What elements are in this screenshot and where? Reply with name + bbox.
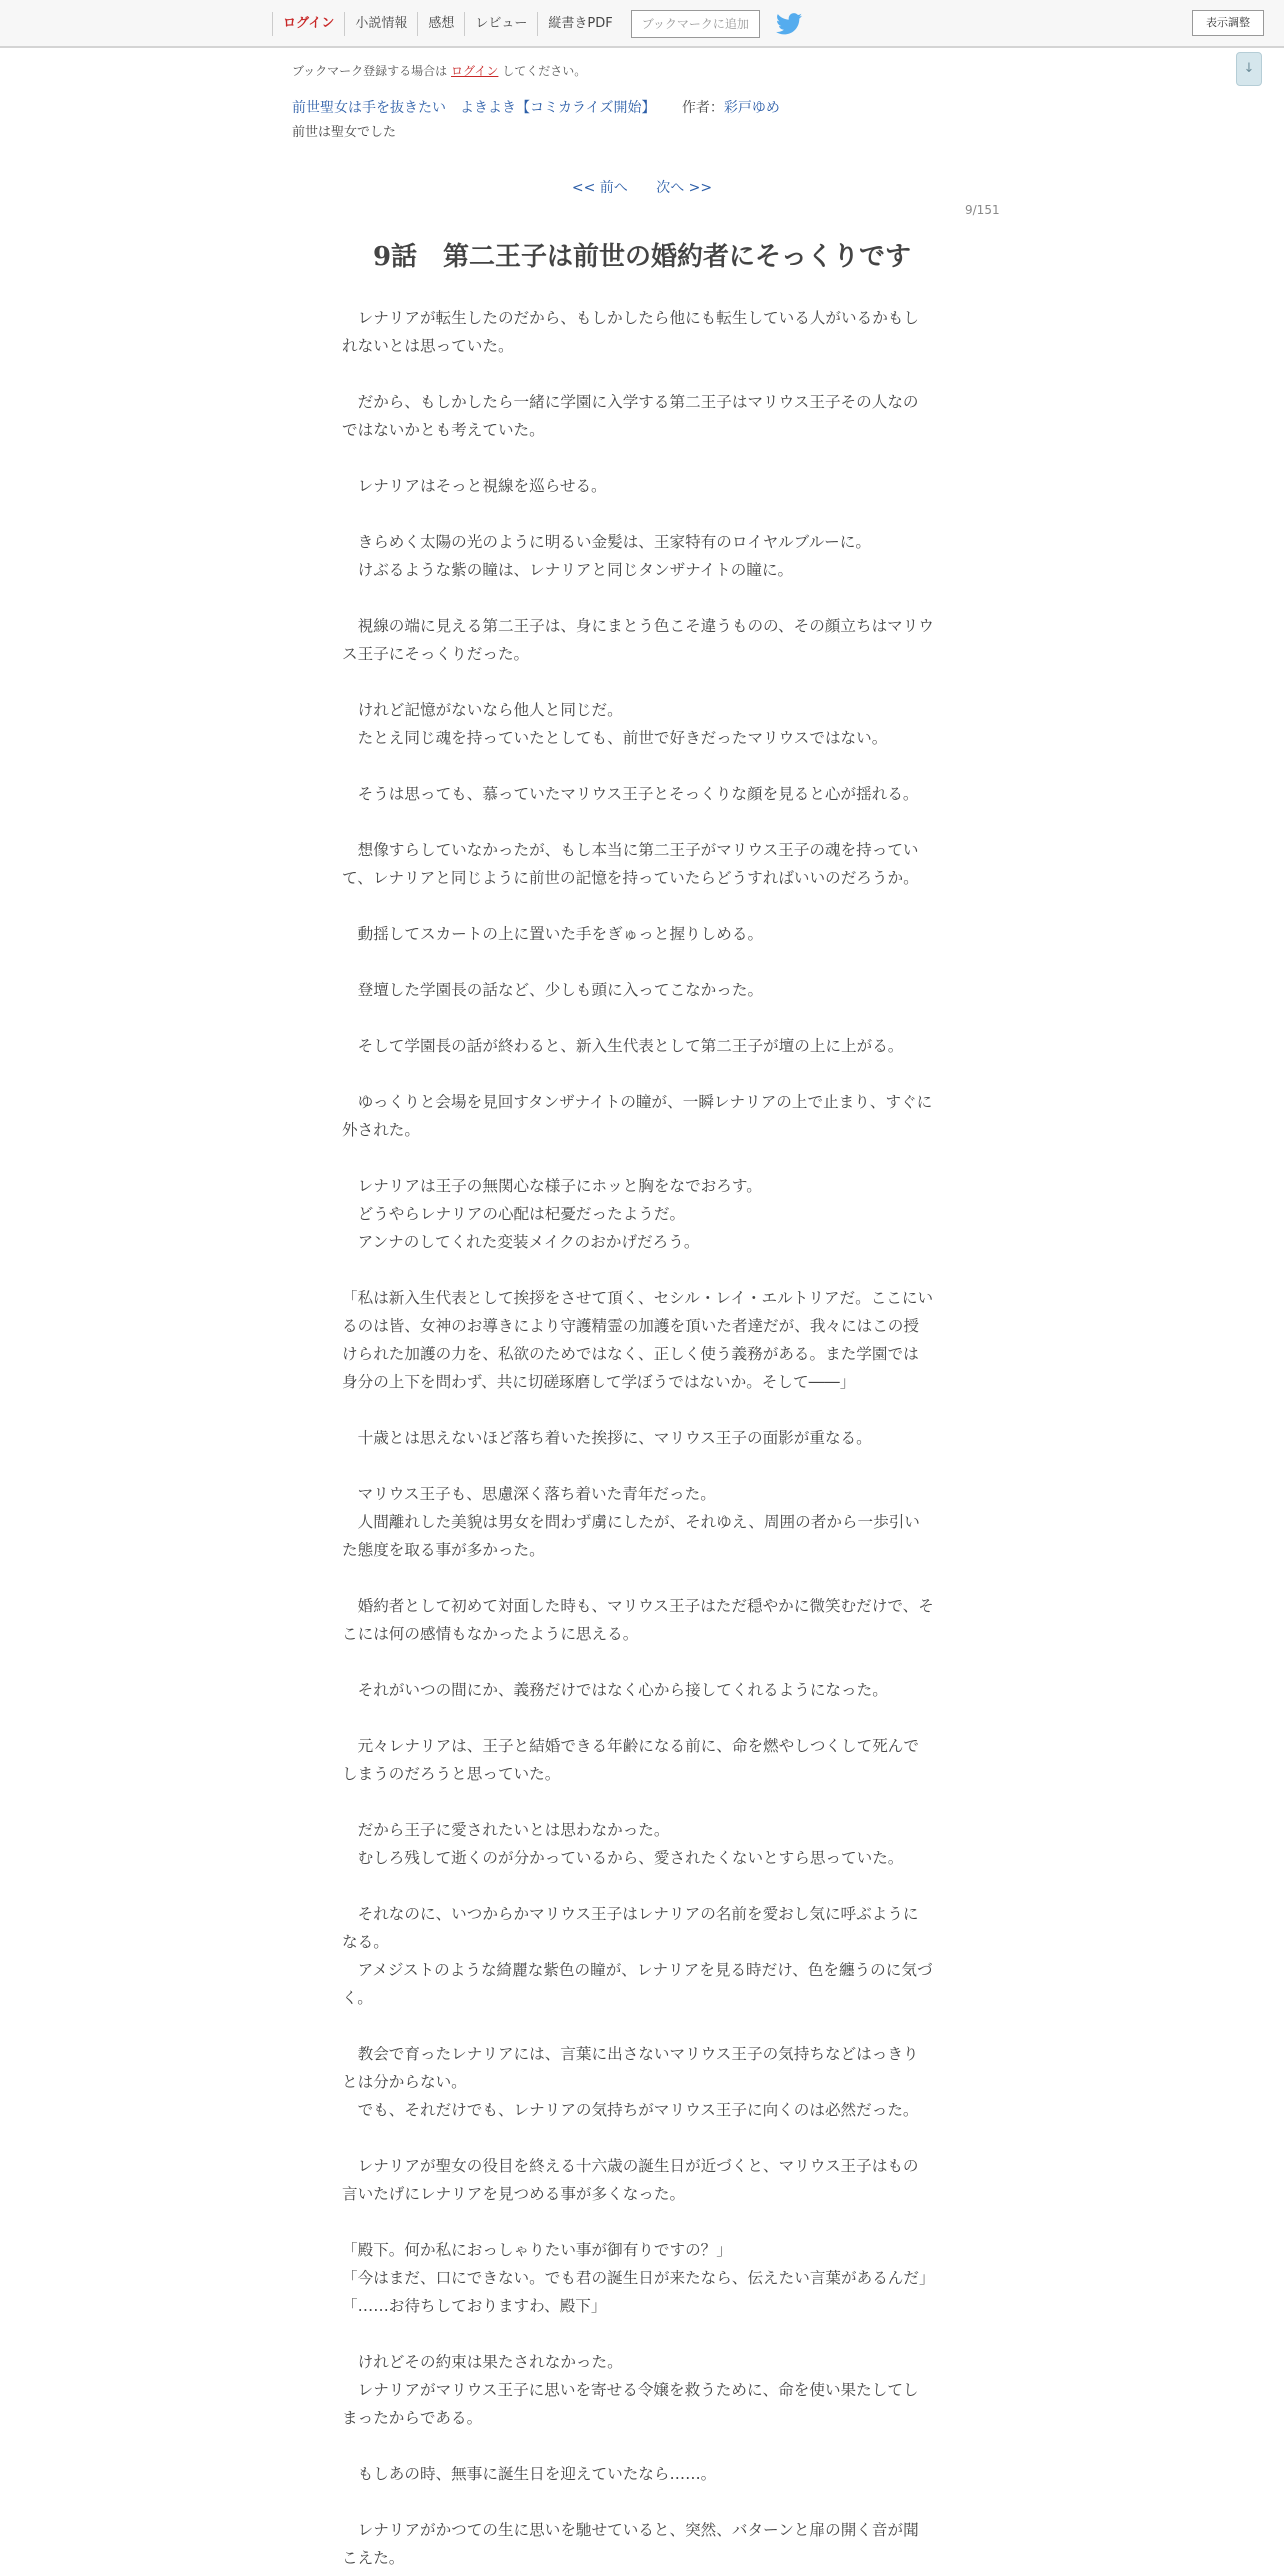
author-label: 作者：: [681, 100, 724, 116]
body-paragraph: [342, 808, 934, 836]
notice-prefix: ブックマーク登録する場合は: [292, 64, 448, 78]
twitter-icon[interactable]: [776, 13, 802, 35]
episode-title: 9話 第二王子は前世の婚約者にそっくりです: [372, 242, 912, 272]
novel-title-link[interactable]: 前世聖女は手を抜きたい よきよき【コミカライズ開始】: [292, 100, 656, 116]
body-paragraph: [342, 892, 934, 920]
body-paragraph: [342, 1452, 934, 1480]
body-paragraph: [342, 668, 934, 696]
body-paragraph: [342, 2012, 934, 2040]
notice-suffix: してください。: [502, 64, 587, 78]
display-adjust-button[interactable]: 表示調整: [1192, 10, 1264, 36]
body-paragraph: むしろ残して逝くのが分かっているから、愛されたくないとすら思っていた。: [342, 1849, 904, 1867]
body-paragraph: [342, 752, 934, 780]
scroll-down-icon[interactable]: ↓: [1236, 52, 1262, 86]
add-bookmark-button[interactable]: ブックマークに追加: [631, 10, 760, 38]
body-paragraph: ゆっくりと会場を見回すタンザナイトの瞳が、一瞬レナリアの上で止まり、すぐに外された。: [342, 1093, 933, 1139]
body-paragraph: [342, 2208, 934, 2236]
top-bar: [0, 0, 1284, 48]
nav-login-link[interactable]: ログイン: [272, 12, 344, 36]
body-paragraph: そして学園長の話が終わると、新入生代表として第二王子が壇の上に上がる。: [342, 1037, 904, 1055]
body-paragraph: レナリアがかつての生に思いを馳せていると、突然、バターンと扉の開く音が聞こえた。: [342, 2521, 919, 2567]
body-paragraph: [342, 1144, 934, 1172]
body-paragraph: アメジストのような綺麗な紫色の瞳が、レナリアを見る時だけ、色を纏うのに気づく。: [342, 1961, 933, 2007]
body-paragraph: けぶるような紫の瞳は、レナリアと同じタンザナイトの瞳に。: [342, 561, 794, 579]
body-paragraph: 「今はまだ、口にできない。でも君の誕生日が来たなら、伝えたい言葉があるんだ」: [342, 2269, 935, 2287]
body-paragraph: そうは思っても、慕っていたマリウス王子とそっくりな顔を見ると心が揺れる。: [342, 785, 919, 803]
nav-impressions-link[interactable]: 感想: [417, 12, 464, 36]
body-paragraph: [342, 1564, 934, 1592]
body-paragraph: 十歳とは思えないほど落ち着いた挨拶に、マリウス王子の面影が重なる。: [342, 1429, 872, 1447]
nav-vertical-pdf-link[interactable]: 縦書きPDF: [537, 12, 622, 36]
body-paragraph: どうやらレナリアの心配は杞憂だったようだ。: [342, 1205, 686, 1223]
body-paragraph: 視線の端に見える第二王子は、身にまとう色こそ違うものの、その顔立ちはマリウス王子にそっくりだった。: [342, 617, 934, 663]
top-navigation: [272, 8, 802, 40]
body-paragraph: 動揺してスカートの上に置いた手をぎゅっと握りしめる。: [342, 925, 764, 943]
body-paragraph: 「私は新入生代表として挨拶をさせて頂く、セシル・レイ・エルトリアだ。ここにいるのは皆、女神のお導きにより守護精霊の加護を頂いた者達だが、我々にはこの授けられた加護の力を、私欲のためではなく、正しく使う義務がある。また学園では身分の上下を問わず、共に切磋琢磨して学ぼうではないか。そして――」: [342, 1289, 934, 1391]
body-paragraph: [342, 1648, 934, 1676]
body-paragraph: [342, 1396, 934, 1424]
body-paragraph: [342, 2432, 934, 2460]
chapter-group-title: 前世は聖女でした: [292, 125, 397, 140]
body-paragraph: レナリアは王子の無関心な様子にホッと胸をなでおろす。: [342, 1177, 762, 1195]
body-paragraph: [342, 360, 934, 388]
body-paragraph: 教会で育ったレナリアには、言葉に出さないマリウス王子の気持ちなどはっきりとは分からない。: [342, 2045, 919, 2091]
login-notice: [292, 62, 586, 79]
body-paragraph: レナリアはそっと視線を巡らせる。: [342, 477, 607, 495]
body-paragraph: [342, 1788, 934, 1816]
body-paragraph: きらめく太陽の光のように明るい金髪は、王家特有のロイヤルブルーに。: [342, 533, 871, 551]
body-paragraph: [342, 2320, 934, 2348]
body-paragraph: [342, 1704, 934, 1732]
body-paragraph: でも、それだけでも、レナリアの気持ちがマリウス王子に向くのは必然だった。: [342, 2101, 919, 2119]
body-paragraph: [342, 1872, 934, 1900]
body-paragraph: [342, 948, 934, 976]
next-page-link[interactable]: 次へ >>: [656, 180, 713, 196]
page-count: 9/151: [965, 203, 1000, 217]
novel-header: [292, 97, 780, 117]
body-paragraph: 「……お待ちしておりますわ、殿下」: [342, 2297, 607, 2315]
nav-novel-info-link[interactable]: 小説情報: [344, 12, 417, 36]
body-paragraph: それなのに、いつからかマリウス王子はレナリアの名前を愛おし気に呼ぶようになる。: [342, 1905, 919, 1951]
body-paragraph: レナリアが聖女の役目を終える十六歳の誕生日が近づくと、マリウス王子はもの言いたげにレナリアを見つめる事が多くなった。: [342, 2157, 919, 2203]
nav-review-link[interactable]: レビュー: [464, 12, 537, 36]
body-paragraph: 婚約者として初めて対面した時も、マリウス王子はただ穏やかに微笑むだけで、そこには何の感情もなかったように思える。: [342, 1597, 934, 1643]
body-paragraph: もしあの時、無事に誕生日を迎えていたなら……。: [342, 2465, 717, 2483]
body-paragraph: [342, 1004, 934, 1032]
body-paragraph: たとえ同じ魂を持っていたとしても、前世で好きだったマリウスではない。: [342, 729, 888, 747]
body-paragraph: レナリアが転生したのだから、もしかしたら他にも転生している人がいるかもしれないとは思っていた。: [342, 309, 919, 355]
body-paragraph: 人間離れした美貌は男女を問わず虜にしたが、それゆえ、周囲の者から一歩引いた態度を取る事が多かった。: [342, 1513, 920, 1559]
body-paragraph: [342, 1256, 934, 1284]
body-paragraph: [342, 2124, 934, 2152]
body-paragraph: だから王子に愛されたいとは思わなかった。: [342, 1821, 670, 1839]
body-paragraph: [342, 584, 934, 612]
body-paragraph: 「殿下。何か私におっしゃりたい事が御有りですの？」: [342, 2241, 732, 2259]
body-paragraph: けれどその約束は果たされなかった。: [342, 2353, 623, 2371]
body-paragraph: それがいつの間にか、義務だけではなく心から接してくれるようになった。: [342, 1681, 888, 1699]
prev-page-link[interactable]: << 前へ: [571, 180, 628, 196]
body-paragraph: レナリアがマリウス王子に思いを寄せる令嬢を救うために、命を使い果たしてしまったからである。: [342, 2381, 919, 2427]
body-paragraph: 元々レナリアは、王子と結婚できる年齢になる前に、命を燃やしつくして死んでしまうのだろうと思っていた。: [342, 1737, 919, 1783]
body-paragraph: マリウス王子も、思慮深く落ち着いた青年だった。: [342, 1485, 716, 1503]
body-paragraph: [342, 500, 934, 528]
body-paragraph: 登壇した学園長の話など、少しも頭に入ってこなかった。: [342, 981, 764, 999]
body-paragraph: だから、もしかしたら一緒に学園に入学する第二王子はマリウス王子その人なのではないかとも考えていた。: [342, 393, 919, 439]
pager: [0, 177, 1284, 197]
body-paragraph: [342, 1060, 934, 1088]
body-paragraph: アンナのしてくれた変装メイクのおかげだろう。: [342, 1233, 700, 1251]
body-paragraph: [342, 2488, 934, 2516]
body-paragraph: [342, 444, 934, 472]
body-paragraph: 想像すらしていなかったが、もし本当に第二王子がマリウス王子の魂を持っていて、レナリアと同じように前世の記憶を持っていたらどうすればいいのだろうか。: [342, 841, 919, 887]
body-paragraph: けれど記憶がないなら他人と同じだ。: [342, 701, 623, 719]
author-link[interactable]: 彩戸ゆめ: [723, 100, 780, 116]
notice-login-link[interactable]: ログイン: [451, 64, 499, 78]
novel-body: [342, 304, 934, 2572]
